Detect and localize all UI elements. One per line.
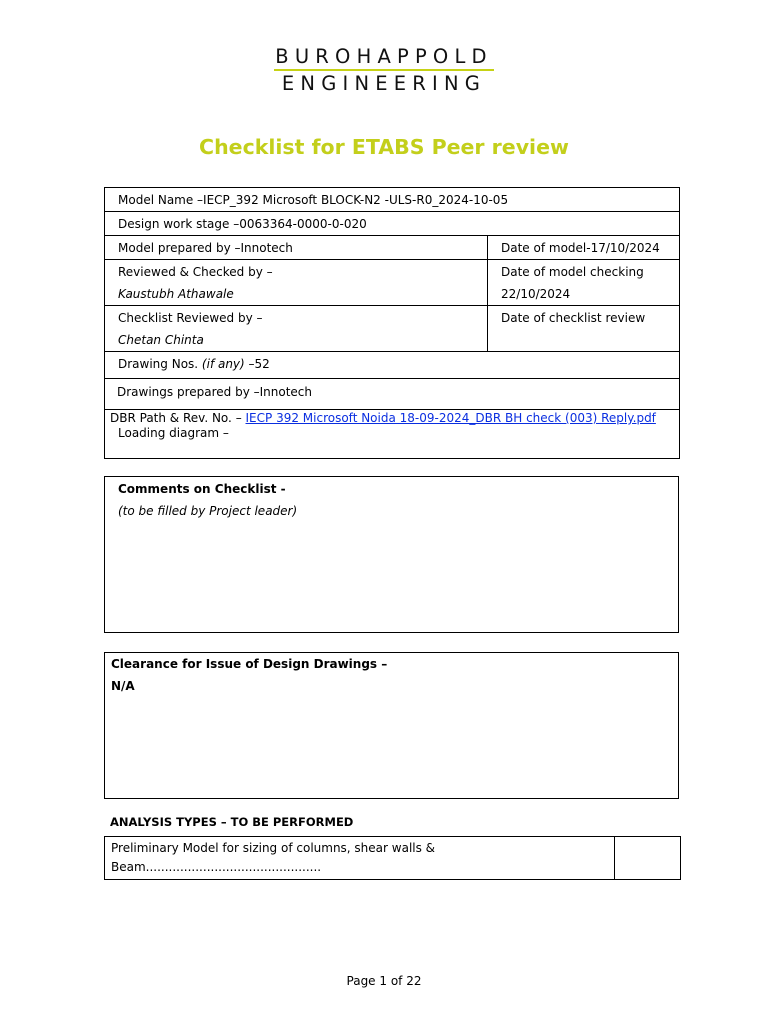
model-info-table <box>104 187 680 459</box>
logo-line-2: ENGINEERING <box>281 72 487 95</box>
clearance-value: N/A <box>111 679 135 693</box>
date-checklist-review-label: Date of checklist review <box>501 311 646 325</box>
logo-line-1: BUROHAPPOLD <box>275 45 493 68</box>
loading-diagram: Loading diagram – <box>118 426 229 440</box>
analysis-types-table <box>104 836 681 880</box>
analysis-row-1-line-1: Preliminary Model for sizing of columns, shear walls & <box>111 841 436 855</box>
page-title: Checklist for ETABS Peer review <box>199 135 569 159</box>
logo-rule <box>274 69 494 71</box>
date-model-checking-label: Date of model checking <box>501 265 644 279</box>
drawing-nos-label: Drawing Nos. <box>118 357 202 371</box>
page-number: Page 1 of 22 <box>346 974 422 988</box>
burohappold-logo <box>272 46 496 95</box>
date-model-checking-value: 22/10/2024 <box>501 287 571 301</box>
drawings-prepared-by: Drawings prepared by –Innotech <box>117 385 313 399</box>
reviewed-checked-name: Kaustubh Athawale <box>118 287 234 301</box>
clearance-heading: Clearance for Issue of Design Drawings – <box>111 657 388 671</box>
checklist-reviewed-label: Checklist Reviewed by – <box>118 311 263 325</box>
model-prepared-by: Model prepared by –Innotech <box>118 241 293 255</box>
comments-heading: Comments on Checklist - <box>118 482 286 496</box>
drawing-nos-value: –52 <box>244 357 270 371</box>
analysis-types-heading: ANALYSIS TYPES – TO BE PERFORMED <box>110 815 354 829</box>
date-of-model: Date of model-17/10/2024 <box>501 241 660 255</box>
analysis-row-1-check-cell[interactable] <box>615 837 681 880</box>
dbr-file-link[interactable]: IECP 392 Microsoft Noida 18-09-2024_DBR BH check (003) Reply.pdf <box>245 411 656 425</box>
checklist-reviewed-name: Chetan Chinta <box>118 333 204 347</box>
model-name: Model Name –IECP_392 Microsoft BLOCK-N2 -ULS-R0_2024-10-05 <box>118 193 509 207</box>
dbr-path <box>105 410 679 426</box>
comments-box <box>104 476 679 633</box>
analysis-row-1-line-2: Beam.............................................. <box>111 860 322 874</box>
design-work-stage: Design work stage –0063364-0000-0-020 <box>118 217 367 231</box>
reviewed-checked-label: Reviewed & Checked by – <box>118 265 273 279</box>
dbr-path-label: DBR Path & Rev. No. – <box>110 411 246 425</box>
clearance-box <box>104 652 679 799</box>
drawing-nos <box>105 352 679 375</box>
drawing-nos-note: (if any) <box>201 357 245 371</box>
comments-note: (to be filled by Project leader) <box>118 504 298 518</box>
